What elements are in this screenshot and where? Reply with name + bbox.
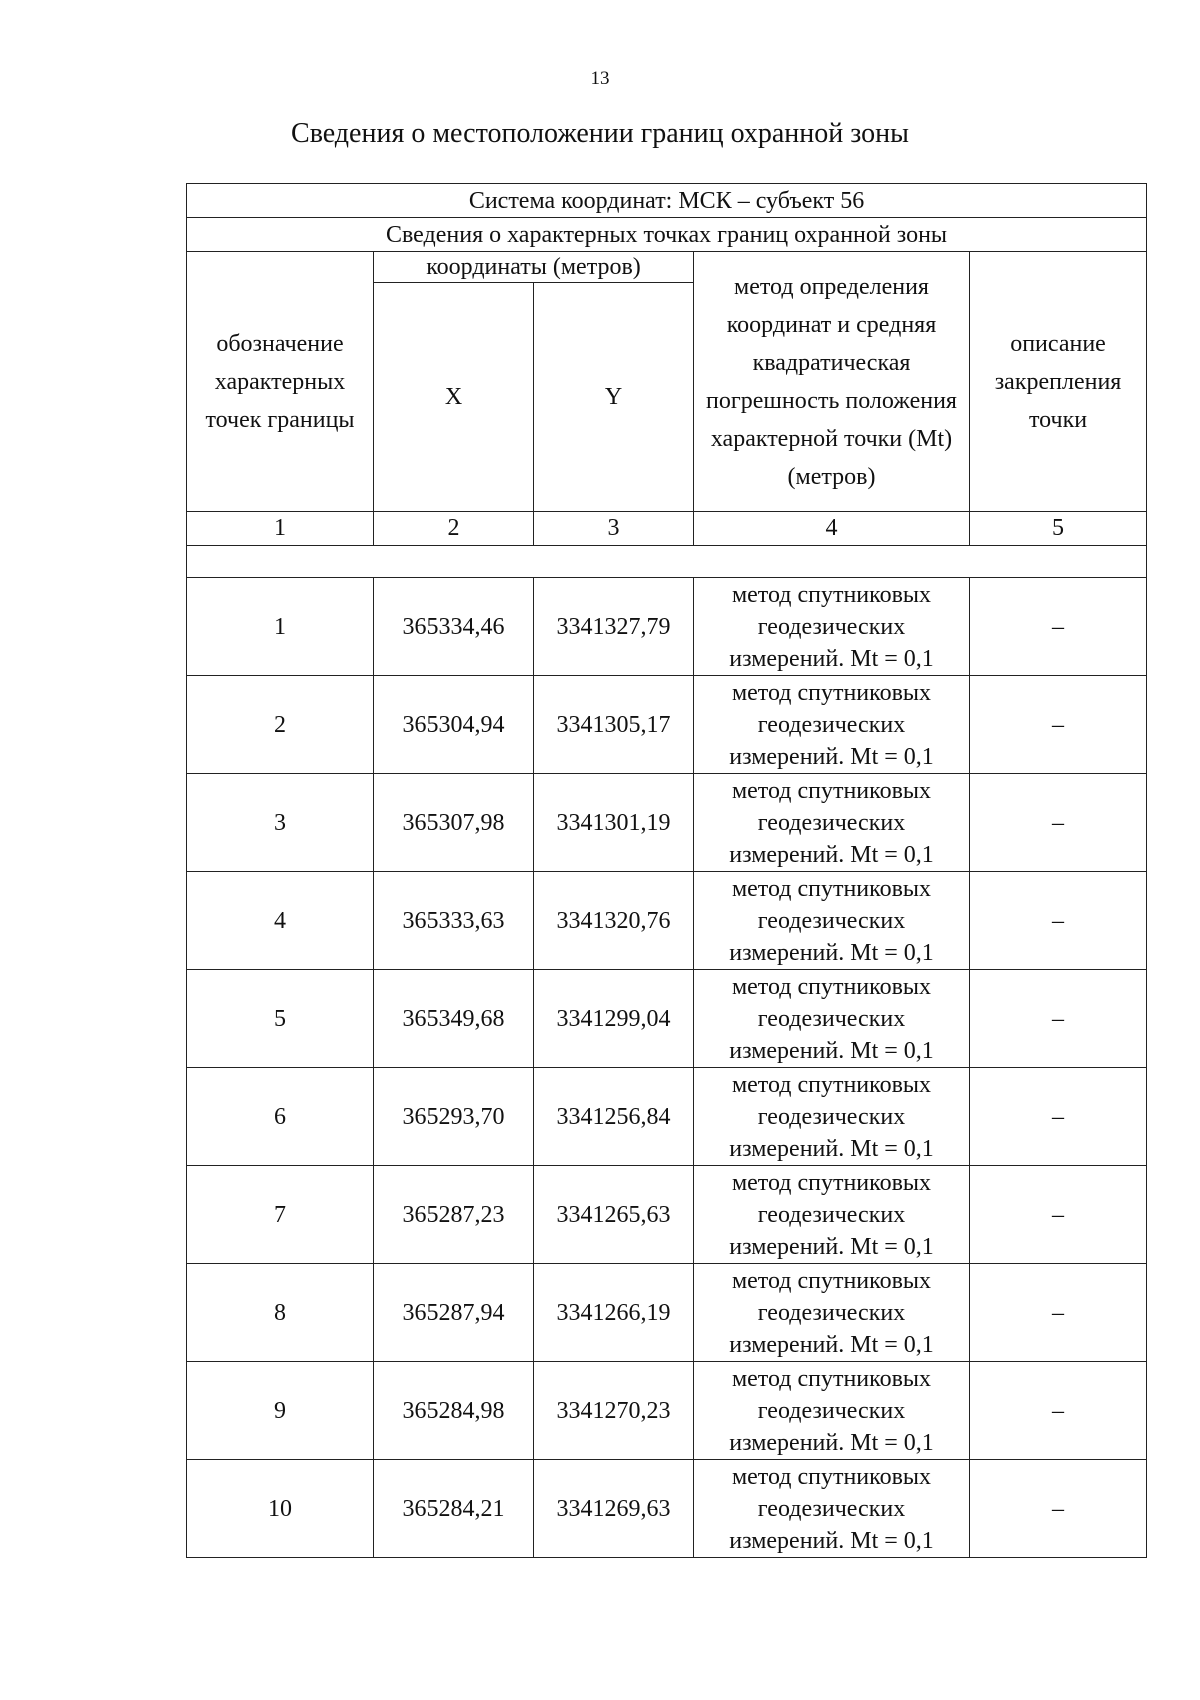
- point-cell: 2: [187, 676, 374, 774]
- method-cell: метод спутниковых геодезических измерений. Mt = 0,1: [694, 676, 970, 774]
- header-coordinates: координаты (метров): [374, 252, 694, 283]
- description-cell: –: [970, 1264, 1147, 1362]
- table-row: [187, 774, 1147, 872]
- coordinate-system-cell: Система координат: МСК – субъект 56: [187, 184, 1147, 218]
- x-coordinate-cell: 365333,63: [374, 872, 534, 970]
- point-cell: 9: [187, 1362, 374, 1460]
- table-row: [187, 1264, 1147, 1362]
- description-cell: –: [970, 970, 1147, 1068]
- x-coordinate-cell: 365293,70: [374, 1068, 534, 1166]
- section-title-cell: Сведения о характерных точках границ охранной зоны: [187, 218, 1147, 252]
- x-coordinate-cell: 365349,68: [374, 970, 534, 1068]
- y-coordinate-cell: 3341327,79: [534, 578, 694, 676]
- empty-row: [187, 546, 1147, 578]
- table-row: [187, 1460, 1147, 1558]
- y-coordinate-cell: 3341266,19: [534, 1264, 694, 1362]
- y-coordinate-cell: 3341265,63: [534, 1166, 694, 1264]
- description-cell: –: [970, 872, 1147, 970]
- description-cell: –: [970, 1166, 1147, 1264]
- y-coordinate-cell: 3341320,76: [534, 872, 694, 970]
- header-point-designation: обозначение характерных точек границы: [187, 252, 374, 512]
- point-cell: 5: [187, 970, 374, 1068]
- y-coordinate-cell: 3341305,17: [534, 676, 694, 774]
- table-row: [187, 1362, 1147, 1460]
- point-cell: 7: [187, 1166, 374, 1264]
- column-number: 3: [534, 512, 694, 546]
- header-method: метод определения координат и средняя квадратическая погрешность положения характерной точки (Mt) (метров): [694, 252, 970, 512]
- y-coordinate-cell: 3341269,63: [534, 1460, 694, 1558]
- description-cell: –: [970, 676, 1147, 774]
- point-cell: 10: [187, 1460, 374, 1558]
- y-coordinate-cell: 3341256,84: [534, 1068, 694, 1166]
- point-cell: 3: [187, 774, 374, 872]
- document-title: Сведения о местоположении границ охранной зоны: [291, 118, 909, 149]
- y-coordinate-cell: 3341299,04: [534, 970, 694, 1068]
- column-number: 4: [694, 512, 970, 546]
- table-row: [187, 1166, 1147, 1264]
- point-cell: 4: [187, 872, 374, 970]
- column-number: 5: [970, 512, 1147, 546]
- table-row: [187, 1068, 1147, 1166]
- header-y: Y: [534, 283, 694, 512]
- column-number: 1: [187, 512, 374, 546]
- description-cell: –: [970, 774, 1147, 872]
- x-coordinate-cell: 365287,23: [374, 1166, 534, 1264]
- column-header-row: [187, 252, 1147, 283]
- point-cell: 6: [187, 1068, 374, 1166]
- x-coordinate-cell: 365287,94: [374, 1264, 534, 1362]
- empty-cell: [187, 546, 1147, 578]
- method-cell: метод спутниковых геодезических измерений. Mt = 0,1: [694, 1460, 970, 1558]
- table-row: [187, 578, 1147, 676]
- method-cell: метод спутниковых геодезических измерений. Mt = 0,1: [694, 578, 970, 676]
- table-row: [187, 872, 1147, 970]
- coordinate-system-row: [187, 184, 1147, 218]
- section-title-row: [187, 218, 1147, 252]
- method-cell: метод спутниковых геодезических измерений. Mt = 0,1: [694, 1264, 970, 1362]
- x-coordinate-cell: 365304,94: [374, 676, 534, 774]
- boundary-points-table: [186, 183, 1147, 1558]
- description-cell: –: [970, 1460, 1147, 1558]
- x-coordinate-cell: 365307,98: [374, 774, 534, 872]
- column-number: 2: [374, 512, 534, 546]
- x-coordinate-cell: 365284,98: [374, 1362, 534, 1460]
- header-x: X: [374, 283, 534, 512]
- description-cell: –: [970, 1068, 1147, 1166]
- method-cell: метод спутниковых геодезических измерений. Mt = 0,1: [694, 1068, 970, 1166]
- column-number-row: [187, 512, 1147, 546]
- method-cell: метод спутниковых геодезических измерений. Mt = 0,1: [694, 970, 970, 1068]
- description-cell: –: [970, 1362, 1147, 1460]
- point-cell: 8: [187, 1264, 374, 1362]
- y-coordinate-cell: 3341270,23: [534, 1362, 694, 1460]
- y-coordinate-cell: 3341301,19: [534, 774, 694, 872]
- method-cell: метод спутниковых геодезических измерений. Mt = 0,1: [694, 872, 970, 970]
- page-number: 13: [590, 68, 610, 89]
- description-cell: –: [970, 578, 1147, 676]
- table-row: [187, 970, 1147, 1068]
- method-cell: метод спутниковых геодезических измерений. Mt = 0,1: [694, 1362, 970, 1460]
- method-cell: метод спутниковых геодезических измерений. Mt = 0,1: [694, 1166, 970, 1264]
- x-coordinate-cell: 365334,46: [374, 578, 534, 676]
- method-cell: метод спутниковых геодезических измерений. Mt = 0,1: [694, 774, 970, 872]
- point-cell: 1: [187, 578, 374, 676]
- header-description: описание закрепления точки: [970, 252, 1147, 512]
- x-coordinate-cell: 365284,21: [374, 1460, 534, 1558]
- table-row: [187, 676, 1147, 774]
